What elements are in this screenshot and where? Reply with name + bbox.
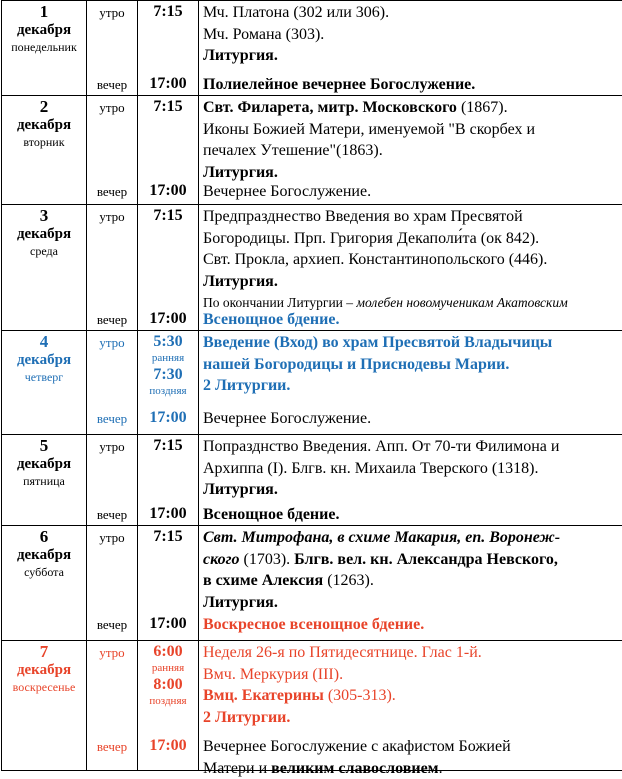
evening-time: 17:00 (138, 408, 198, 428)
day-row (2, 435, 622, 526)
service-text: Полиелейное вечернее Богослужение. (203, 76, 475, 93)
service-line (199, 570, 622, 592)
morning-services (199, 331, 622, 397)
day-cell (2, 526, 87, 641)
morning-label: утро (87, 98, 137, 118)
morning-time: 6:00 (138, 642, 198, 662)
services-cell (199, 435, 622, 526)
early-liturgy-label: ранняя (138, 662, 198, 675)
morning-label: утро (87, 528, 137, 548)
morning-services (199, 526, 622, 613)
service-text: Мч. Платона (302 или 306). (203, 4, 389, 21)
morning-time: 7:15 (138, 527, 198, 547)
day-weekday: четверг (2, 369, 86, 386)
time-cell (138, 526, 199, 641)
service-text: Свт. Митрофана, в схиме Макария, еп. Воронеж- (203, 529, 560, 546)
service-text: Литургия. (203, 273, 278, 290)
period-label-cell (87, 96, 138, 205)
day-month: декабря (2, 225, 86, 243)
service-text: Попразднство Введения. Апп. От 70-ти Филимона и (203, 438, 559, 455)
service-line (199, 162, 622, 184)
day-cell (2, 1, 87, 96)
service-line (199, 436, 622, 458)
morning-time-block (138, 436, 198, 456)
service-line (199, 664, 622, 686)
service-text: Всенощное бдение. (203, 311, 339, 328)
service-line (199, 206, 622, 228)
service-line (199, 736, 622, 758)
service-text: Литургия. (203, 47, 278, 64)
service-line (199, 527, 622, 549)
period-label-cell (87, 435, 138, 526)
service-line (199, 504, 622, 526)
morning-label: утро (87, 3, 137, 23)
day-month: декабря (2, 455, 86, 473)
time-cell (138, 205, 199, 331)
service-text: Литургия. (203, 481, 278, 498)
day-weekday: понедельник (2, 39, 86, 56)
service-line (199, 271, 622, 293)
time-cell (138, 1, 199, 96)
morning-services (199, 96, 622, 183)
day-cell (2, 205, 87, 331)
morning-time: 7:15 (138, 97, 198, 117)
day-row (2, 641, 622, 771)
service-line (199, 249, 622, 271)
service-text: Матери и (203, 760, 271, 777)
service-text: (1703). (240, 551, 295, 568)
service-text: Иконы Божией Матери, именуемой "В скорбех и (203, 121, 535, 138)
morning-time-block (138, 332, 198, 398)
evening-services (199, 408, 622, 430)
morning-time-block (138, 527, 198, 547)
service-text: Неделя 26-я по Пятидесятнице. Глас 1-й. (203, 644, 482, 661)
day-row (2, 526, 622, 641)
period-label-cell (87, 205, 138, 331)
day-row (2, 96, 622, 205)
service-line (199, 375, 622, 397)
evening-time: 17:00 (138, 736, 198, 756)
service-text: По окончании Литургии – (203, 295, 356, 310)
period-label-cell (87, 1, 138, 96)
day-weekday: воскресенье (2, 679, 86, 696)
morning-label: утро (87, 437, 137, 457)
evening-label: вечер (87, 505, 137, 525)
day-number: 3 (2, 205, 86, 225)
morning-time: 7:15 (138, 2, 198, 22)
service-text: Вмч. Меркурия (III). (203, 666, 343, 683)
service-text: Мч. Романа (303). (203, 26, 324, 43)
service-line (199, 642, 622, 664)
evening-time: 17:00 (138, 74, 198, 94)
service-line (199, 549, 622, 571)
service-text: Литургия. (203, 594, 278, 611)
service-text: Вечернее Богослужение. (203, 183, 371, 200)
day-row (2, 1, 622, 96)
late-liturgy-time: 8:00 (138, 675, 198, 695)
day-weekday: среда (2, 243, 86, 260)
service-text: печалех Утешение"(1863). (203, 142, 383, 159)
service-text: Вечернее Богослужение. (203, 410, 371, 427)
service-line (199, 458, 622, 480)
service-line (199, 354, 622, 376)
evening-services (199, 614, 622, 636)
services-cell (199, 205, 622, 331)
time-cell (138, 96, 199, 205)
service-line (199, 685, 622, 707)
day-number: 5 (2, 435, 86, 455)
morning-services (199, 1, 622, 67)
evening-time: 17:00 (138, 614, 198, 634)
service-text: нашей Богородицы и Приснодевы Марии. (203, 356, 509, 373)
day-row (2, 331, 622, 435)
evening-label: вечер (87, 737, 137, 757)
day-number: 6 (2, 526, 86, 546)
service-text: (1263). (323, 572, 374, 589)
schedule-table (1, 0, 622, 771)
evening-time: 17:00 (138, 504, 198, 524)
service-line (199, 758, 622, 779)
morning-label: утро (87, 207, 137, 227)
morning-services (199, 205, 622, 314)
day-month: декабря (2, 661, 86, 679)
day-number: 2 (2, 96, 86, 116)
service-text: Богородицы. Прп. Григория Декаполи́та (ок 842). (203, 230, 539, 247)
service-text: Вмц. Екатерины (203, 687, 324, 704)
service-line (199, 97, 622, 119)
service-line (199, 707, 622, 729)
late-liturgy-label: поздняя (138, 695, 198, 708)
morning-time-block (138, 642, 198, 708)
service-line (199, 181, 622, 203)
day-cell (2, 331, 87, 435)
day-month: декабря (2, 116, 86, 134)
morning-time: 7:15 (138, 436, 198, 456)
evening-time: 17:00 (138, 181, 198, 201)
morning-services (199, 641, 622, 728)
service-text: великим славословием (271, 760, 438, 777)
service-line (199, 228, 622, 250)
day-cell (2, 641, 87, 771)
service-line (199, 479, 622, 501)
morning-services (199, 435, 622, 501)
service-text: Всенощное бдение. (203, 506, 339, 523)
time-cell (138, 331, 199, 435)
service-text: . (439, 760, 443, 777)
late-liturgy-time: 7:30 (138, 365, 198, 385)
time-cell (138, 435, 199, 526)
evening-services (199, 736, 622, 779)
day-cell (2, 435, 87, 526)
service-line (199, 2, 622, 24)
morning-label: утро (87, 643, 137, 663)
day-weekday: пятница (2, 473, 86, 490)
day-number: 4 (2, 331, 86, 351)
morning-time-block (138, 2, 198, 22)
day-weekday: суббота (2, 564, 86, 581)
service-text: (1867). (457, 99, 508, 116)
services-cell (199, 96, 622, 205)
service-text: Предпразднество Введения во храм Пресвятой (203, 208, 523, 225)
services-cell (199, 526, 622, 641)
service-text: Воскресное всенощное бдение. (203, 616, 424, 633)
evening-services (199, 181, 622, 203)
service-line (199, 24, 622, 46)
service-text: молебен новомученикам Акатовским (356, 295, 567, 310)
evening-label: вечер (87, 310, 137, 330)
time-cell (138, 641, 199, 771)
service-line (199, 309, 622, 331)
evening-label: вечер (87, 409, 137, 429)
service-text: Архиппа (I). Блгв. кн. Михаила Тверского (1318). (203, 460, 539, 477)
day-month: декабря (2, 21, 86, 39)
service-text: Вечернее Богослужение с акафистом Божией (203, 738, 511, 755)
services-cell (199, 641, 622, 771)
period-label-cell (87, 331, 138, 435)
service-text: 2 Литургии. (203, 709, 290, 726)
evening-time: 17:00 (138, 309, 198, 329)
service-text: Введение (Вход) во храм Пресвятой Владычицы (203, 334, 552, 351)
morning-label: утро (87, 333, 137, 353)
period-label-cell (87, 526, 138, 641)
service-text: (305-313). (324, 687, 396, 704)
services-cell (199, 331, 622, 435)
service-line (199, 614, 622, 636)
day-number: 1 (2, 1, 86, 21)
day-row (2, 205, 622, 331)
morning-time-block (138, 97, 198, 117)
services-cell (199, 1, 622, 96)
early-liturgy-label: ранняя (138, 352, 198, 365)
evening-services (199, 309, 622, 331)
service-text: Литургия. (203, 164, 278, 181)
service-text: Свт. Прокла, архиеп. Константинопольского (446). (203, 251, 547, 268)
morning-time: 5:30 (138, 332, 198, 352)
service-line (199, 45, 622, 67)
service-line (199, 592, 622, 614)
evening-label: вечер (87, 75, 137, 95)
service-text: 2 Литургии. (203, 377, 290, 394)
evening-services (199, 74, 622, 96)
service-line (199, 140, 622, 162)
day-cell (2, 96, 87, 205)
late-liturgy-label: поздняя (138, 385, 198, 398)
evening-label: вечер (87, 615, 137, 635)
service-text: в схиме Алексия (203, 572, 323, 589)
service-text: Блгв. вел. кн. Александра Невского, (294, 551, 558, 568)
service-text: ского (203, 551, 240, 568)
period-label-cell (87, 641, 138, 771)
service-line (199, 408, 622, 430)
service-line (199, 74, 622, 96)
morning-time-block (138, 206, 198, 226)
service-text: Свт. Филарета, митр. Московского (203, 99, 457, 116)
morning-time: 7:15 (138, 206, 198, 226)
service-line (199, 119, 622, 141)
evening-label: вечер (87, 182, 137, 202)
day-month: декабря (2, 546, 86, 564)
day-weekday: вторник (2, 134, 86, 151)
day-month: декабря (2, 351, 86, 369)
service-line (199, 332, 622, 354)
day-number: 7 (2, 641, 86, 661)
evening-services (199, 504, 622, 526)
